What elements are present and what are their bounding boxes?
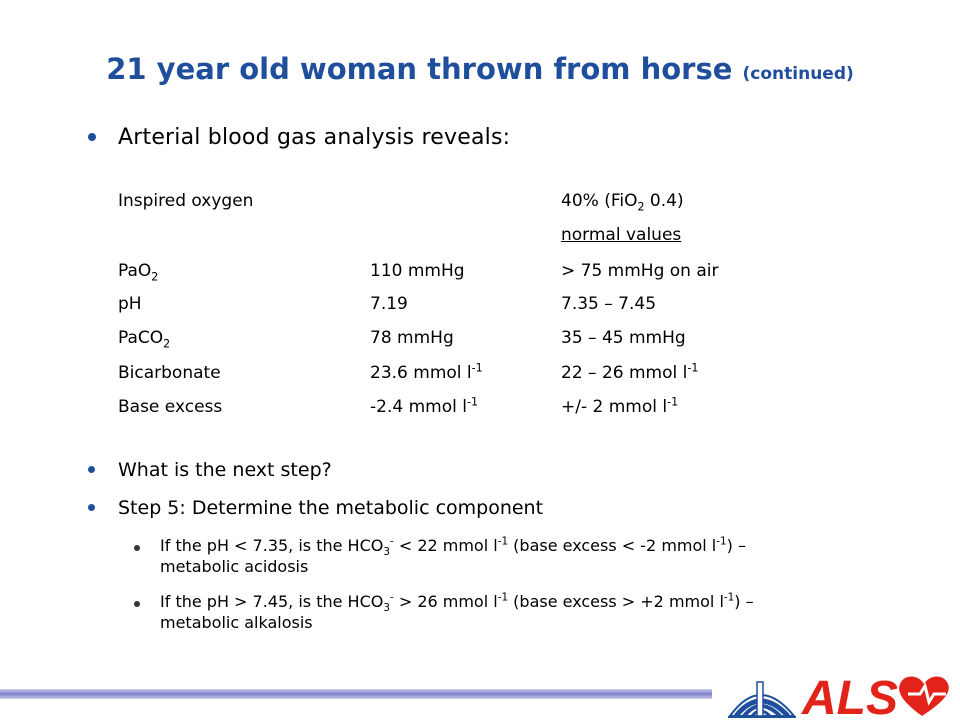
bullet-icon	[88, 504, 95, 511]
row-label: Base excess	[118, 397, 223, 417]
als-logo	[724, 664, 954, 720]
inspired-oxygen-value: 40% (FiO$_2$ 0.4)	[561, 191, 684, 214]
row-label: Bicarbonate	[118, 363, 221, 383]
row-value: 23.6 mmol $l^{-1}$	[370, 361, 483, 383]
row-normal: 22 – 26 mmol $l^{-1}$	[561, 361, 699, 383]
row-value: -2.4 mmol $l^{-1}$	[370, 395, 478, 417]
row-normal: 35 – 45 mmHg	[561, 328, 686, 348]
row-value: 110 mmHg	[370, 261, 465, 281]
row-normal: > 75 mmHg on air	[561, 261, 719, 281]
heart-logo-icon	[899, 677, 949, 717]
footer-bar	[0, 689, 712, 699]
dome-logo-icon	[728, 682, 796, 717]
row-normal: 7.35 – 7.45	[561, 294, 657, 314]
row-label: PaO$_2$	[118, 261, 159, 284]
inspired-oxygen-label: Inspired oxygen	[118, 191, 254, 211]
row-value: 78 mmHg	[370, 328, 454, 348]
sub-bullet-alkalosis: If the pH > 7.45, is the $HCO_3^- > 26$ mmol $l^{-1}$ (base excess > +2 mmol $l^{-1}$) – metabolic alkalosis	[160, 591, 754, 632]
title-main: 21 year old woman thrown from horse	[106, 52, 733, 86]
normal-values-header: normal values	[561, 225, 682, 245]
intro-text: Arterial blood gas analysis reveals:	[118, 125, 511, 150]
slide-title	[0, 52, 960, 86]
title-continued: (continued)	[742, 64, 854, 84]
sub-bullet-icon	[134, 545, 140, 551]
bullet-icon	[88, 133, 96, 141]
sub-bullet-icon	[134, 601, 140, 607]
row-label: PaCO$_2$	[118, 328, 171, 351]
sub-bullet-acidosis: If the pH < 7.35, is the $HCO_3^- < 22$ mmol $l^{-1}$ (base excess < -2 mmol $l^{-1}$) – metabolic acidosis	[160, 535, 746, 576]
row-value: 7.19	[370, 294, 408, 314]
als-logo-text: ALS	[802, 672, 898, 720]
row-normal: +/- 2 mmol $l^{-1}$	[561, 395, 679, 417]
step-text: Step 5: Determine the metabolic component	[118, 497, 544, 519]
bullet-icon	[88, 466, 95, 473]
row-label: pH	[118, 294, 142, 314]
question-text: What is the next step?	[118, 459, 332, 481]
